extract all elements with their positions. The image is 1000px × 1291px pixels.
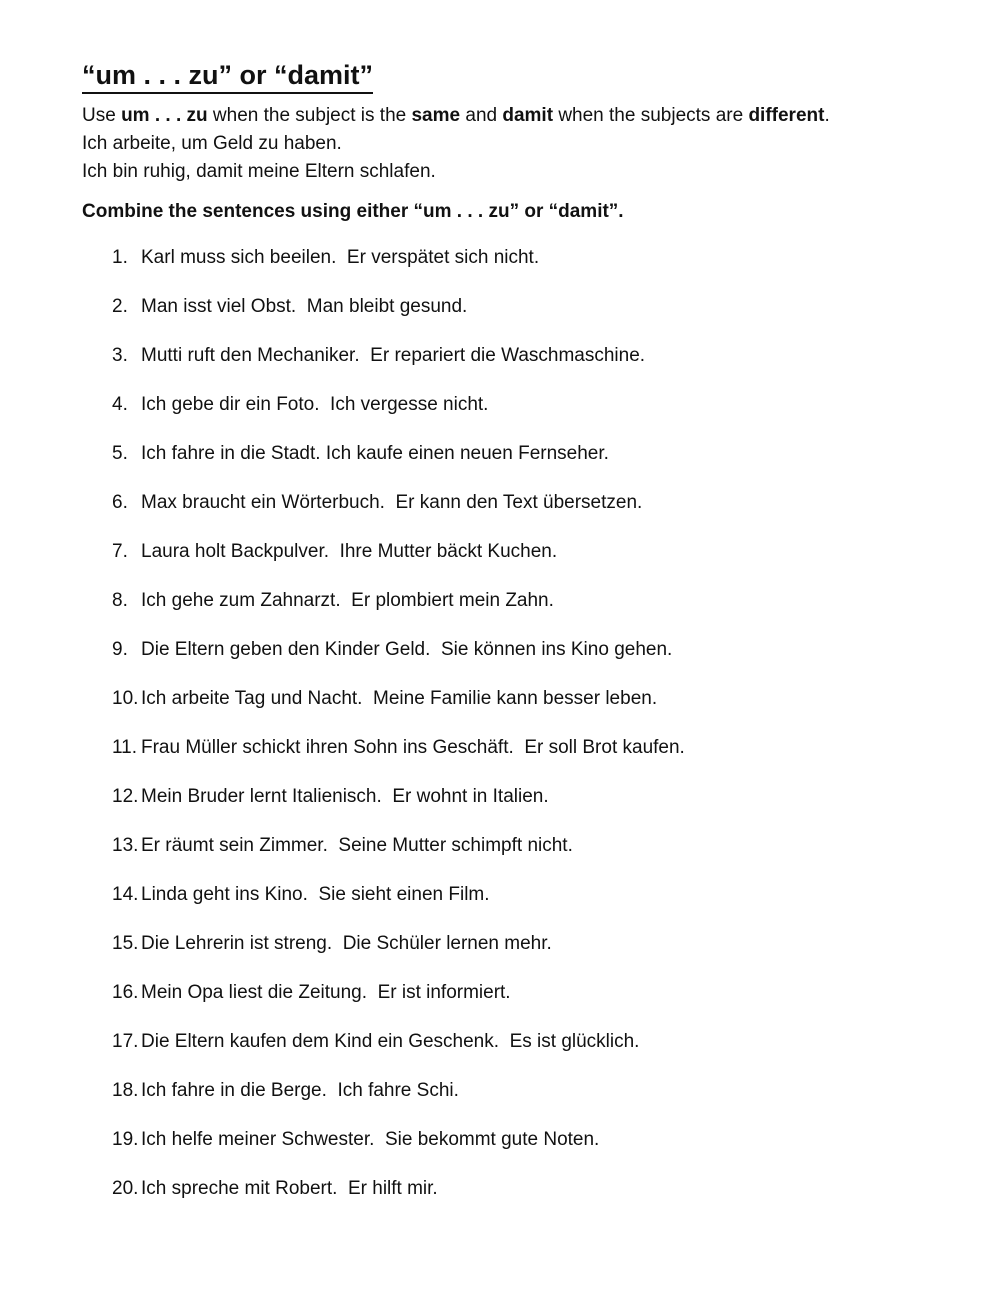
exercise-sentence: Die Eltern kaufen dem Kind ein Geschenk. Es ist glücklich. [141, 1031, 640, 1052]
exercise-sentence: Die Lehrerin ist streng. Die Schüler lernen mehr. [141, 933, 552, 954]
exercise-item [112, 246, 962, 295]
exercise-number: 3. [112, 345, 128, 366]
exercise-sentence: Die Eltern geben den Kinder Geld. Sie können ins Kino gehen. [141, 639, 673, 660]
exercise-sentence: Man isst viel Obst. Man bleibt gesund. [141, 296, 468, 317]
exercise-item [112, 883, 962, 932]
exercise-number: 5. [112, 443, 128, 464]
exercise-number: 10. [112, 688, 139, 709]
exercise-item [112, 540, 962, 589]
exercise-sentence: Ich spreche mit Robert. Er hilft mir. [141, 1178, 438, 1199]
exercise-item [112, 1177, 962, 1226]
exercise-item [112, 1079, 962, 1128]
exercise-item [112, 491, 962, 540]
exercise-sentence: Ich fahre in die Berge. Ich fahre Schi. [141, 1080, 459, 1101]
exercise-item [112, 638, 962, 687]
exercise-sentence: Karl muss sich beeilen. Er verspätet sich nicht. [141, 247, 540, 268]
exercise-item [112, 687, 962, 736]
rule-part3: and [460, 105, 503, 126]
exercise-list [82, 246, 962, 1226]
exercise-item [112, 442, 962, 491]
exercise-item [112, 981, 962, 1030]
rule-different: different [748, 105, 825, 126]
rule-same: same [411, 105, 461, 126]
exercise-number: 18. [112, 1080, 139, 1101]
worksheet-page [82, 58, 962, 1226]
exercise-sentence: Er räumt sein Zimmer. Seine Mutter schimpft nicht. [141, 835, 573, 856]
exercise-sentence: Laura holt Backpulver. Ihre Mutter bäckt Kuchen. [141, 541, 558, 562]
rule-part1: Use [82, 105, 122, 126]
exercise-number: 19. [112, 1129, 139, 1150]
exercise-sentence: Ich helfe meiner Schwester. Sie bekommt gute Noten. [141, 1129, 600, 1150]
exercise-item [112, 393, 962, 442]
exercise-number: 11. [112, 737, 138, 758]
exercise-sentence: Mein Opa liest die Zeitung. Er ist informiert. [141, 982, 511, 1003]
exercise-item [112, 295, 962, 344]
exercise-sentence: Ich arbeite Tag und Nacht. Meine Familie kann besser leben. [141, 688, 658, 709]
example-sentence-2: Ich bin ruhig, damit meine Eltern schlafen. [82, 161, 436, 182]
grammar-rule [82, 102, 962, 130]
exercise-item [112, 1128, 962, 1177]
exercise-number: 13. [112, 835, 139, 856]
exercise-item [112, 589, 962, 638]
exercise-item [112, 785, 962, 834]
example-sentence-1: Ich arbeite, um Geld zu haben. [82, 133, 342, 154]
exercise-sentence: Max braucht ein Wörterbuch. Er kann den Text übersetzen. [141, 492, 643, 513]
exercise-number: 12. [112, 786, 139, 807]
exercise-sentence: Ich fahre in die Stadt. Ich kaufe einen neuen Fernseher. [141, 443, 609, 464]
exercise-sentence: Linda geht ins Kino. Sie sieht einen Film. [141, 884, 490, 905]
exercise-item [112, 1030, 962, 1079]
exercise-number: 4. [112, 394, 128, 415]
exercise-item [112, 932, 962, 981]
rule-part4: when the subjects are [553, 105, 749, 126]
intro-section [82, 102, 962, 186]
exercise-number: 6. [112, 492, 128, 513]
exercise-number: 17. [112, 1031, 139, 1052]
exercise-number: 8. [112, 590, 128, 611]
exercise-item [112, 736, 962, 785]
page-title: “um . . . zu” or “damit” [82, 58, 373, 94]
exercise-number: 20. [112, 1178, 139, 1199]
rule-um-zu: um . . . zu [121, 105, 208, 126]
exercise-number: 1. [112, 247, 128, 268]
rule-part2: when the subject is the [207, 105, 412, 126]
exercise-sentence: Frau Müller schickt ihren Sohn ins Geschäft. Er soll Brot kaufen. [141, 737, 685, 758]
exercise-sentence: Ich gebe dir ein Foto. Ich vergesse nicht. [141, 394, 489, 415]
exercise-sentence: Mein Bruder lernt Italienisch. Er wohnt in Italien. [141, 786, 549, 807]
exercise-item [112, 834, 962, 883]
exercise-number: 16. [112, 982, 139, 1003]
exercise-number: 2. [112, 296, 128, 317]
exercise-number: 7. [112, 541, 128, 562]
exercise-number: 15. [112, 933, 139, 954]
exercise-sentence: Ich gehe zum Zahnarzt. Er plombiert mein Zahn. [141, 590, 554, 611]
exercise-sentence: Mutti ruft den Mechaniker. Er repariert die Waschmaschine. [141, 345, 646, 366]
exercise-number: 14. [112, 884, 139, 905]
exercise-number: 9. [112, 639, 128, 660]
instruction-text: Combine the sentences using either “um . . . zu” or “damit”. [82, 201, 624, 222]
rule-part5: . [824, 105, 830, 126]
rule-damit: damit [502, 105, 554, 126]
exercise-item [112, 344, 962, 393]
